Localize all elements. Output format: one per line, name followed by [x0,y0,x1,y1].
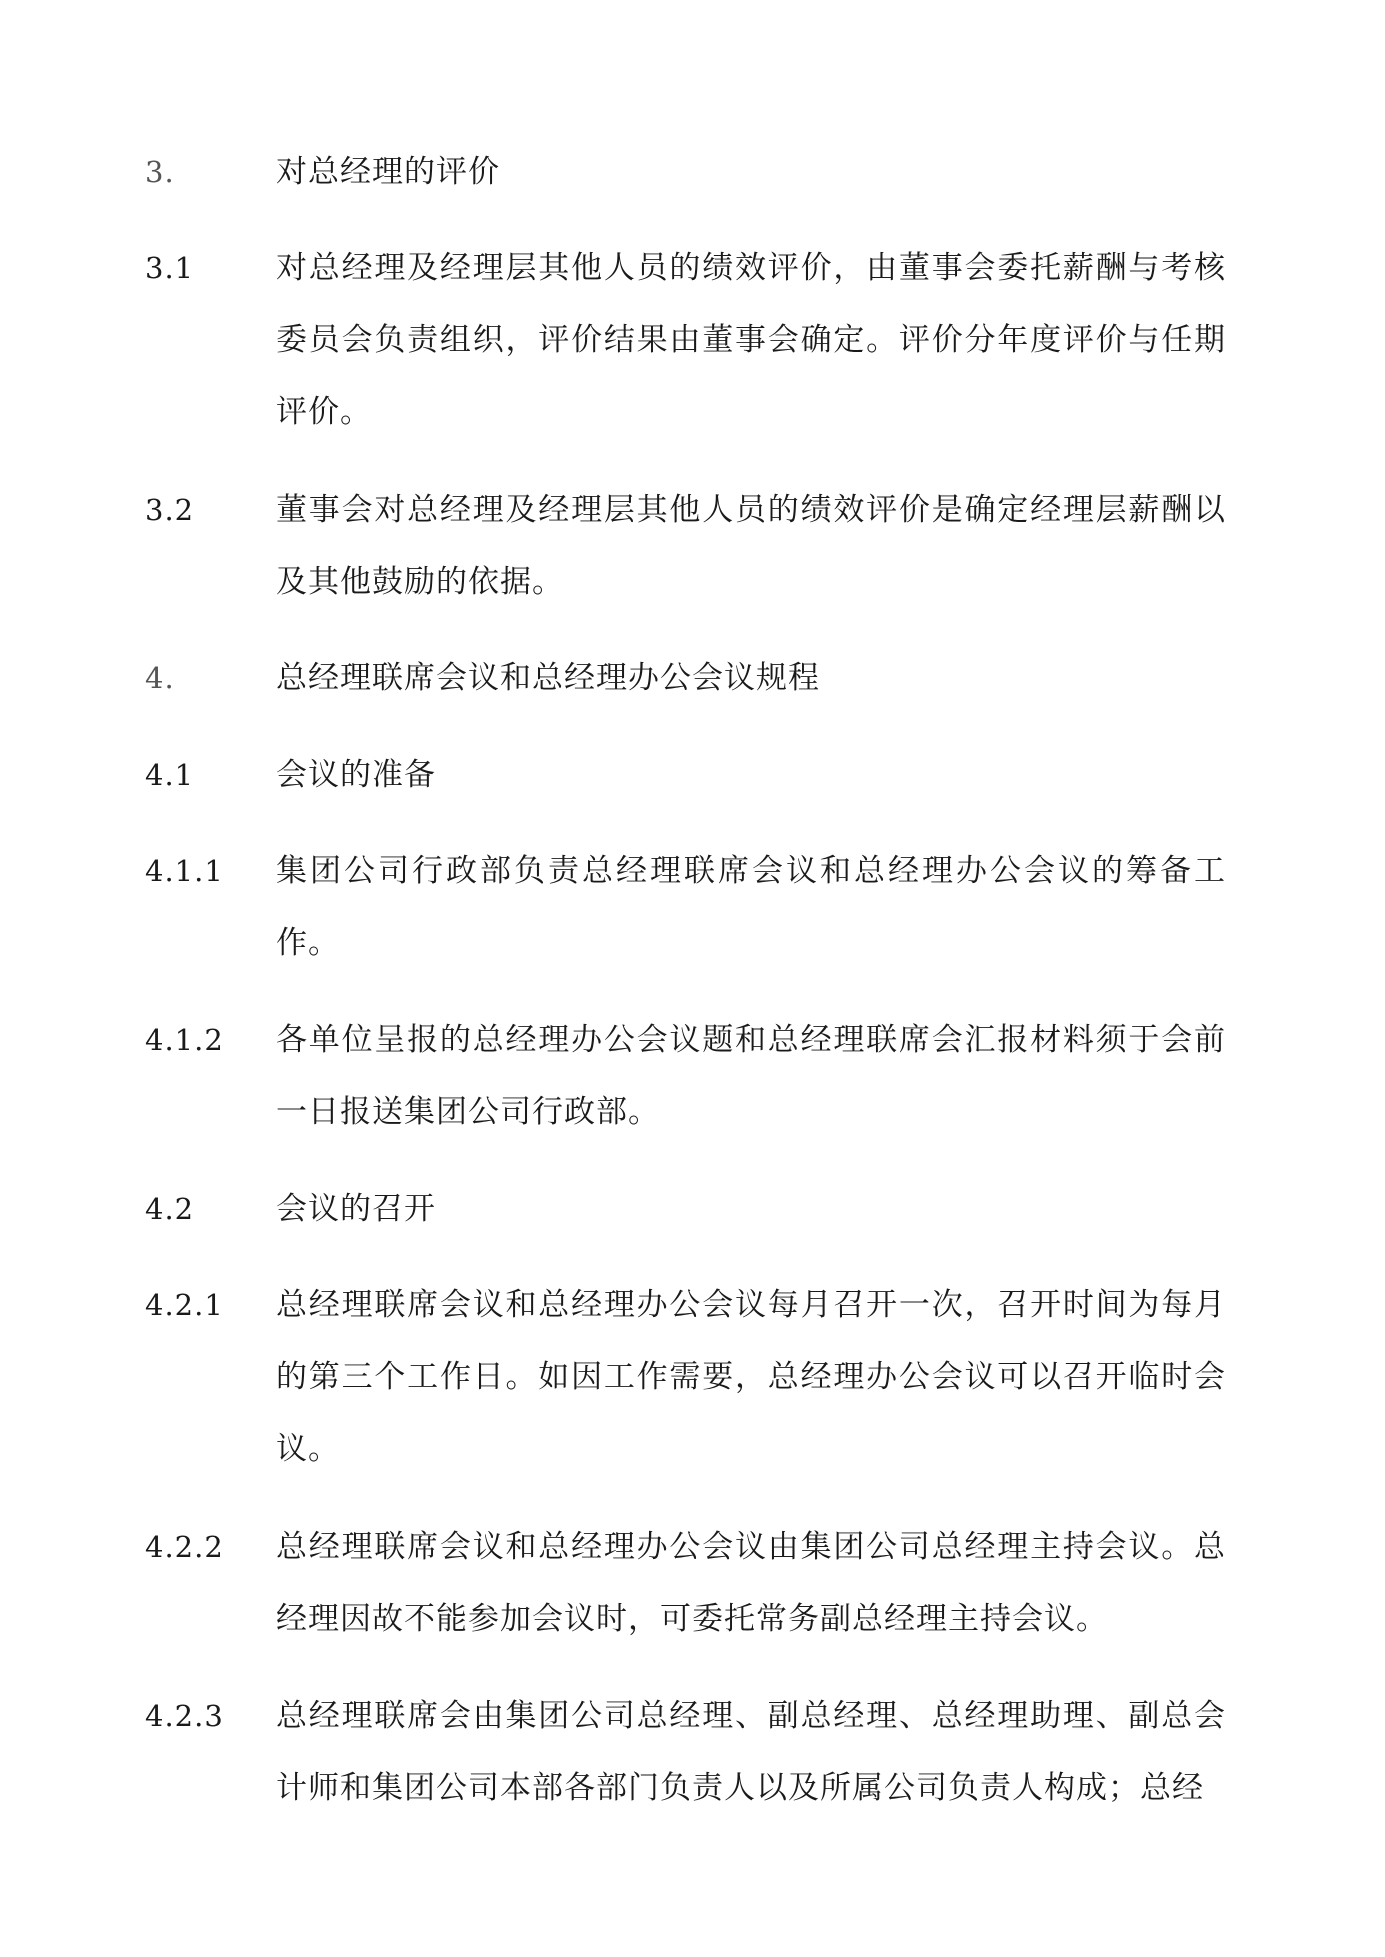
clause-number: 3.2 [145,493,195,527]
section-heading: 对总经理的评价 [276,154,500,190]
clause-text: 集团公司行政部负责总经理联席会议和总经理办公会议的筹备工作。 [276,853,1226,961]
clause-text: 总经理联席会议和总经理办公会议由集团公司总经理主持会议。总经理因故不能参加会议时，可委托常务副总经理主持会议。 [276,1529,1226,1637]
clause-number: 4.1.1 [145,854,224,888]
section-heading: 总经理联席会议和总经理办公会议规程 [276,660,820,696]
clause-text: 会议的准备 [276,757,436,793]
clause-text: 会议的召开 [276,1191,436,1227]
clause-text: 总经理联席会议和总经理办公会议每月召开一次，召开时间为每月的第三个工作日。如因工作需要，总经理办公会议可以召开临时会议。 [276,1287,1226,1467]
clause-number: 4.2.1 [145,1288,224,1322]
clause-text: 总经理联席会由集团公司总经理、副总经理、总经理助理、副总会计师和集团公司本部各部门负责人以及所属公司负责人构成；总经 [276,1698,1226,1806]
clause-text: 各单位呈报的总经理办公会议题和总经理联席会汇报材料须于会前一日报送集团公司行政部。 [276,1022,1226,1130]
clause-number: 4.2.3 [145,1699,224,1733]
clause-number: 3.1 [145,251,195,285]
clause-number: 4.1 [145,758,195,792]
clause-number: 4.2 [145,1192,195,1226]
clause-number: 3. [145,155,175,189]
clause-number: 4. [145,661,175,695]
clause-text: 董事会对总经理及经理层其他人员的绩效评价是确定经理层薪酬以及其他鼓励的依据。 [276,492,1226,600]
clause-number: 4.1.2 [145,1023,224,1057]
clause-number: 4.2.2 [145,1530,224,1564]
clause-text: 对总经理及经理层其他人员的绩效评价，由董事会委托薪酬与考核委员会负责组织，评价结果由董事会确定。评价分年度评价与任期评价。 [276,250,1226,430]
